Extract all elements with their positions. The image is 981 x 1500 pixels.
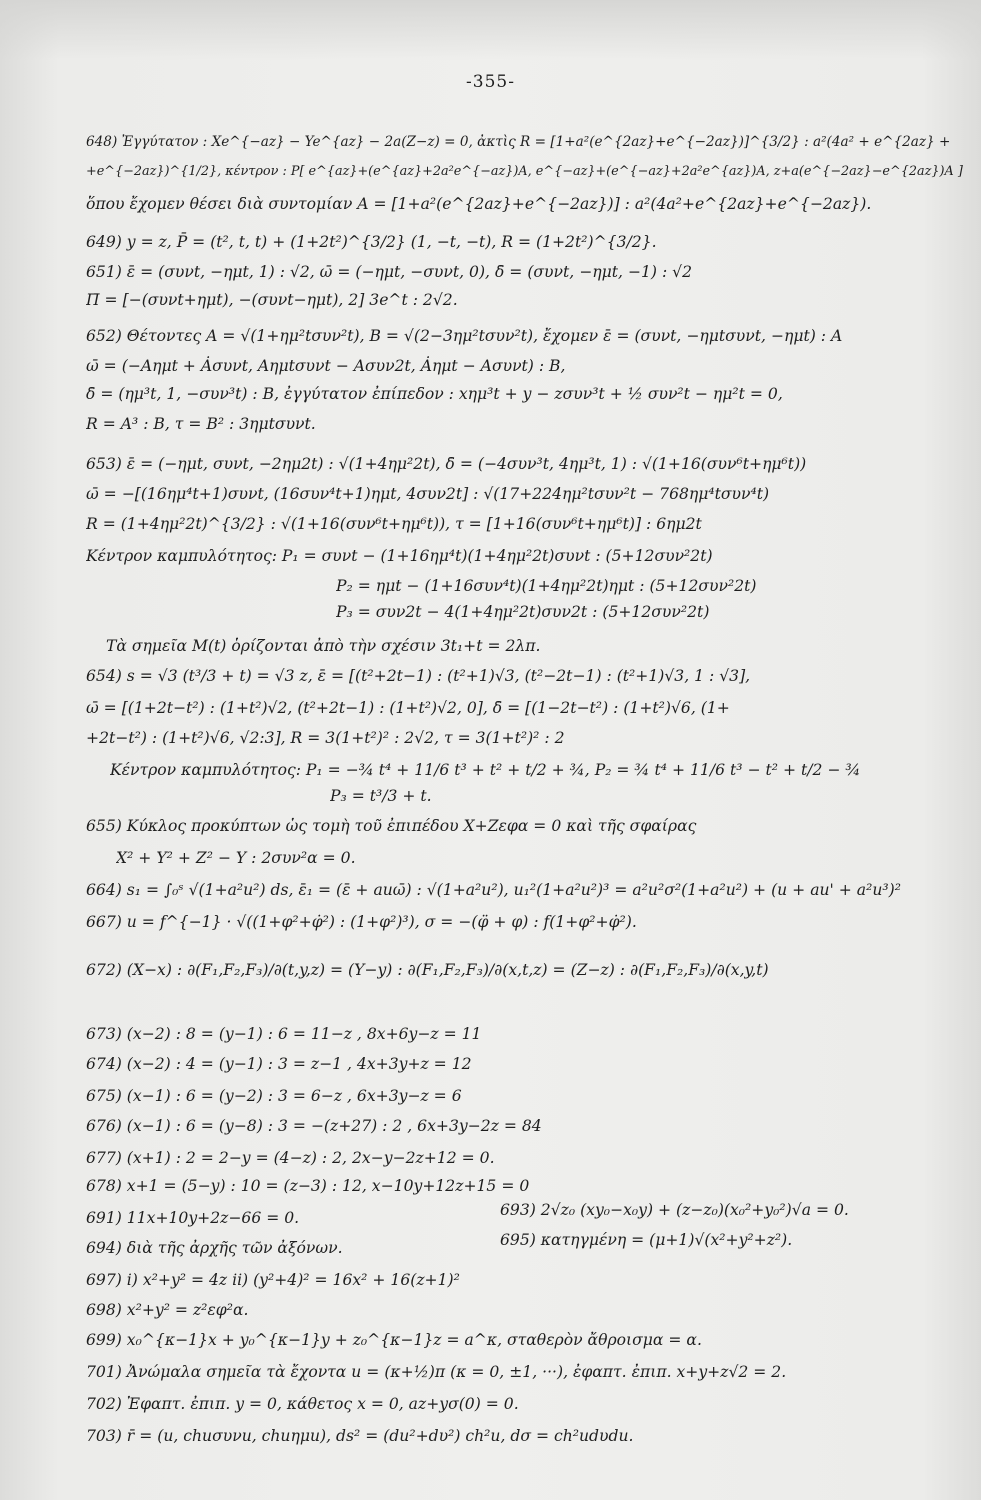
answer-674: 674) (x−2) : 4 = (y−1) : 3 = z−1 , 4x+3y+z = 12 (86, 1055, 472, 1073)
answer-654-line-5: P₃ = t³/3 + t. (330, 787, 432, 805)
answer-655-line-2: X² + Y² + Z² − Y : 2συν²α = 0. (116, 849, 356, 867)
answer-653-line-6: P₃ = συν2t − 4(1+4ημ²2t)συν2t : (5+12συν²2t) (336, 603, 710, 621)
answer-649: 649) y = z, P̄ = (t², t, t) + (1+2t²)^{3/2} (1, −t, −t), R = (1+2t²)^{3/2}. (86, 233, 657, 251)
page-number: -355- (466, 72, 515, 92)
answer-676: 676) (x−1) : 6 = (y−8) : 3 = −(z+27) : 2 , 6x+3y−2z = 84 (86, 1117, 542, 1135)
answer-652-line-3: δ̄ = (ημ³t, 1, −συν³t) : B, ἐγγύτατον ἐπίπεδον : xημ³t + y − zσυν³t + ½ συν²t − ημ²t = 0, (86, 385, 783, 403)
answer-695: 695) κατηγμένη = (μ+1)√(x²+y²+z²). (500, 1231, 793, 1249)
answer-678: 678) x+1 = (5−y) : 10 = (z−3) : 12, x−10y+12z+15 = 0 (86, 1177, 530, 1195)
answer-698: 698) x²+y² = z²εφ²α. (86, 1301, 249, 1319)
answer-654-line-1: 654) s = √3 (t³/3 + t) = √3 z, ε̄ = [(t²+2t−1) : (t²+1)√3, (t²−2t−1) : (t²+1)√3, 1 : √3], (86, 667, 751, 685)
answer-673: 673) (x−2) : 8 = (y−1) : 6 = 11−z , 8x+6y−z = 11 (86, 1025, 482, 1043)
answer-651-line-2: Π̄ = [−(συνt+ημt), −(συνt−ημt), 2] 3e^t : 2√2. (86, 291, 458, 309)
answer-648-line-2: +e^{−2az})^{1/2}, κέντρον : P[ e^{az}+(e^{az}+2a²e^{−az})A, e^{−az}+(e^{−az}+2a²e^{az})A, z+a(e^{−2az}−e^{2az})A ] (86, 164, 963, 179)
answer-653-line-2: ω̄ = −[(16ημ⁴t+1)συνt, (16συν⁴t+1)ημt, 4συν2t] : √(17+224ημ²tσυν²t − 768ημ⁴tσυν⁴t) (86, 485, 770, 503)
answer-653-line-1: 653) ε̄ = (−ημt, συνt, −2ημ2t) : √(1+4ημ²2t), δ̄ = (−4συν³t, 4ημ³t, 1) : √(1+16(συν⁶t+ημ⁶t)) (86, 455, 807, 473)
answer-654-line-3: +2t−t²) : (1+t²)√6, √2:3], R = 3(1+t²)² : 2√2, τ = 3(1+t²)² : 2 (86, 729, 565, 747)
answer-699: 699) x₀^{κ−1}x + y₀^{κ−1}y + z₀^{κ−1}z = a^κ, σταθερὸν ἄθροισμα = α. (86, 1331, 702, 1349)
answer-648-line-1: 648) Ἐγγύτατον : Xe^{−az} − Ye^{az} − 2a(Z−z) = 0, ἀκτὶς R = [1+a²(e^{2az}+e^{−2az})]^{3/2} : a²(4a² + e^{2az} + (86, 134, 951, 150)
answer-702: 702) Ἐφαπτ. ἐπιπ. y = 0, κάθετος x = 0, az+yσ(0) = 0. (86, 1395, 519, 1413)
answer-654-line-4: Κέντρον καμπυλότητος: P₁ = −¾ t⁴ + 11/6 t³ + t² + t/2 + ¾, P₂ = ¾ t⁴ + 11/6 t³ − t² + t/2 − ¾ (110, 761, 861, 779)
answer-653-line-5: P₂ = ημt − (1+16συν⁴t)(1+4ημ²2t)ημt : (5+12συν²2t) (336, 577, 757, 595)
answer-701: 701) Ἀνώμαλα σημεῖα τὰ ἔχοντα u = (κ+½)π (κ = 0, ±1, ···), ἐφαπτ. ἐπιπ. x+y+z√2 = 2. (86, 1363, 787, 1381)
answer-677: 677) (x+1) : 2 = 2−y = (4−z) : 2, 2x−y−2z+12 = 0. (86, 1149, 495, 1167)
answer-675: 675) (x−1) : 6 = (y−2) : 3 = 6−z , 6x+3y−z = 6 (86, 1087, 462, 1105)
answer-653-line-4: Κέντρον καμπυλότητος: P₁ = συνt − (1+16ημ⁴t)(1+4ημ²2t)συνt : (5+12συν²2t) (86, 547, 713, 565)
answer-651-line-1: 651) ε̄ = (συνt, −ημt, 1) : √2, ω̄ = (−ημt, −συνt, 0), δ̄ = (συνt, −ημt, −1) : √2 (86, 263, 693, 281)
answer-672: 672) (X−x) : ∂(F₁,F₂,F₃)/∂(t,y,z) = (Y−y) : ∂(F₁,F₂,F₃)/∂(x,t,z) = (Z−z) : ∂(F₁,F₂,F₃)/∂(x,y,t) (86, 961, 769, 979)
answer-691: 691) 11x+10y+2z−66 = 0. (86, 1209, 300, 1227)
answer-664: 664) s₁ = ∫₀ˢ √(1+a²u²) ds, ε̄₁ = (ε̄ + auω̄) : √(1+a²u²), u₁²(1+a²u²)³ = a²u²σ²(1+a²u²) + (u + au' + a²u³)² (86, 881, 901, 899)
answer-653-line-7: Τὰ σημεῖα M(t) ὁρίζονται ἀπὸ τὴν σχέσιν 3t₁+t = 2λπ. (106, 637, 541, 655)
answer-652-line-2: ω̄ = (−Aημt + Ȧσυνt, Aημtσυνt − Aσυν2t, Ȧημt − Aσυνt) : B, (86, 357, 566, 375)
answer-655-line-1: 655) Κύκλος προκύπτων ὡς τομὴ τοῦ ἐπιπέδου X+Zεφα = 0 καὶ τῆς σφαίρας (86, 817, 697, 835)
answer-652-line-4: R = A³ : B, τ = B² : 3ημtσυνt. (86, 415, 316, 433)
answer-697: 697) i) x²+y² = 4z ii) (y²+4)² = 16x² + 16(z+1)² (86, 1271, 460, 1289)
answer-653-line-3: R = (1+4ημ²2t)^{3/2} : √(1+16(συν⁶t+ημ⁶t)), τ = [1+16(συν⁶t+ημ⁶t)] : 6ημ2t (86, 515, 702, 533)
answer-652-line-1: 652) Θέτοντες A = √(1+ημ²tσυν²t), B = √(2−3ημ²tσυν²t), ἔχομεν ε̄ = (συνt, −ημtσυνt, −ημt) : A (86, 327, 843, 345)
answer-667: 667) u = f^{−1} · √((1+φ²+φ̇²) : (1+φ²)³), σ = −(φ̈ + φ) : f(1+φ²+φ̇²). (86, 913, 637, 931)
answer-654-line-2: ω̄ = [(1+2t−t²) : (1+t²)√2, (t²+2t−1) : (1+t²)√2, 0], δ̄ = [(1−2t−t²) : (1+t²)√6, (1+ (86, 699, 730, 717)
answer-693: 693) 2√z₀ (xy₀−x₀y) + (z−z₀)(x₀²+y₀²)√a = 0. (500, 1201, 849, 1219)
answer-648-line-3: ὅπου ἔχομεν θέσει διὰ συντομίαν A = [1+a²(e^{2az}+e^{−2az})] : a²(4a²+e^{2az}+e^{−2az}). (86, 195, 872, 213)
answer-703: 703) r̄ = (u, chuσυνu, chuημu), ds² = (du²+dυ²) ch²u, dσ = ch²udυdu. (86, 1427, 634, 1445)
answer-694: 694) διὰ τῆς ἀρχῆς τῶν ἀξόνων. (86, 1239, 343, 1257)
